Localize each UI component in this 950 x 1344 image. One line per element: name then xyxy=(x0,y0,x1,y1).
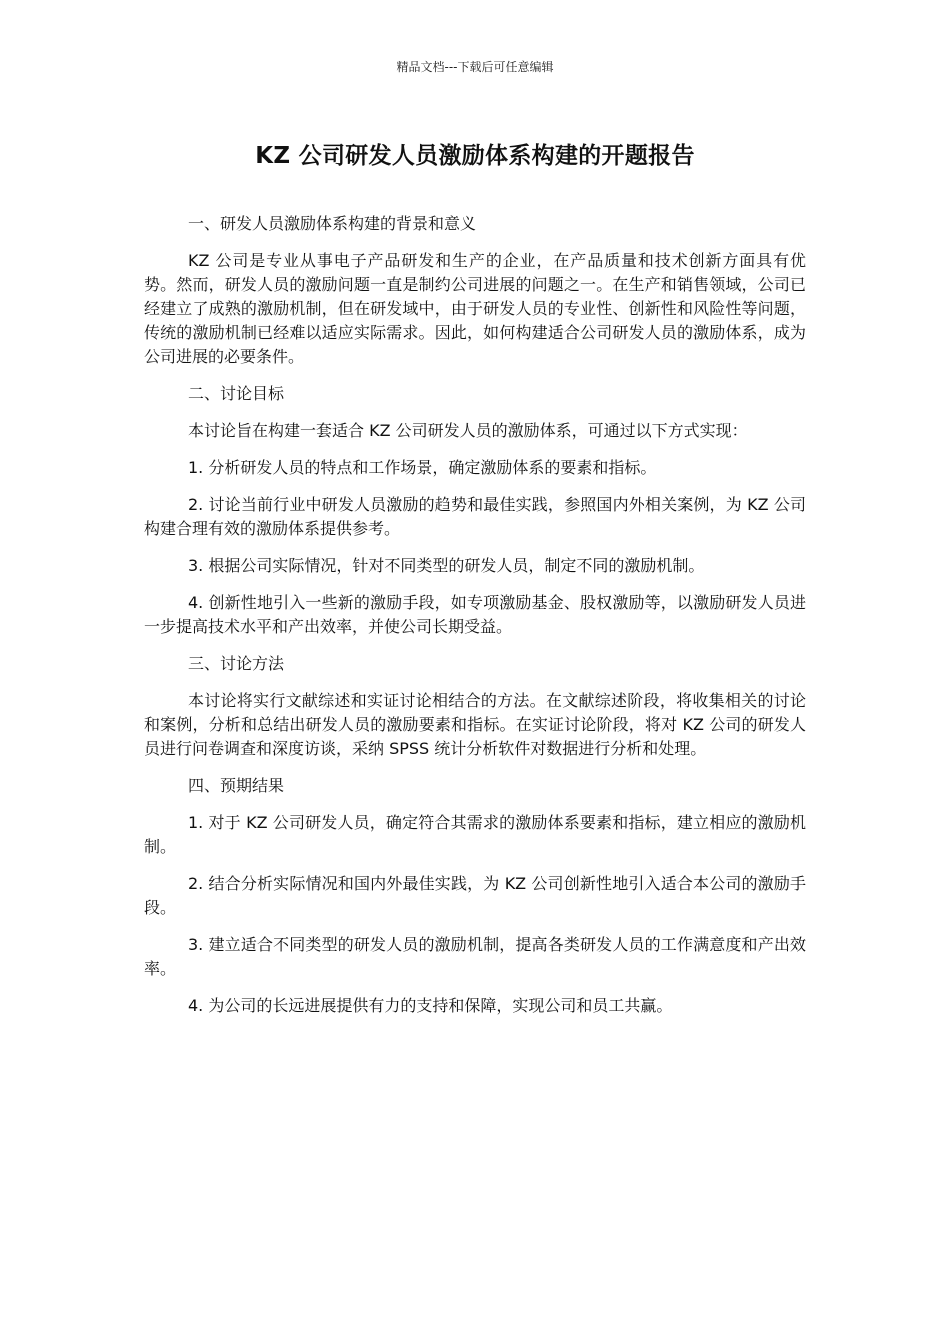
paragraph-background: KZ 公司是专业从事电子产品研发和生产的企业，在产品质量和技术创新方面具有优势。然而，研发人员的激励问题一直是制约公司进展的问题之一。在生产和销售领域，公司已经建立了成熟的激励机制，但在研发域中，由于研发人员的专业性、创新性和风险性等问题，传统的激励机制已经难以适应实际需求。因此，如何构建适合公司研发人员的激励体系，成为公司进展的必要条件。 xyxy=(144,251,806,366)
paragraph-methods: 本讨论将实行文献综述和实证讨论相结合的方法。在文献综述阶段，将收集相关的讨论和案例，分析和总结出研发人员的激励要素和指标。在实证讨论阶段，将对 KZ 公司的研发人员进行问卷调查和深度访谈，采纳 SPSS 统计分析软件对数据进行分析和处理。 xyxy=(144,691,806,758)
objective-item-1: 1. 分析研发人员的特点和工作场景，确定激励体系的要素和指标。 xyxy=(188,458,657,477)
section-heading-methods: 三、讨论方法 xyxy=(188,654,285,673)
objective-item-2: 2. 讨论当前行业中研发人员激励的趋势和最佳实践，参照国内外相关案例，为 KZ 公司构建合理有效的激励体系提供参考。 xyxy=(144,495,806,538)
paragraph-objectives-intro: 本讨论旨在构建一套适合 KZ 公司研发人员的激励体系，可通过以下方式实现： xyxy=(188,421,748,440)
result-item-4: 4. 为公司的长远进展提供有力的支持和保障，实现公司和员工共赢。 xyxy=(188,996,673,1015)
section-heading-objectives: 二、讨论目标 xyxy=(188,384,285,403)
document-body xyxy=(144,212,806,1031)
objective-item-4: 4. 创新性地引入一些新的激励手段，如专项激励基金、股权激励等，以激励研发人员进一步提高技术水平和产出效率，并使公司长期受益。 xyxy=(144,593,806,636)
header-note: 精品文档---下载后可任意编辑 xyxy=(396,60,554,74)
objective-item-3: 3. 根据公司实际情况，针对不同类型的研发人员，制定不同的激励机制。 xyxy=(188,556,705,575)
section-heading-background: 一、研发人员激励体系构建的背景和意义 xyxy=(188,214,477,233)
result-item-3: 3. 建立适合不同类型的研发人员的激励机制，提高各类研发人员的工作满意度和产出效率。 xyxy=(144,935,806,978)
result-item-2: 2. 结合分析实际情况和国内外最佳实践，为 KZ 公司创新性地引入适合本公司的激励手段。 xyxy=(144,874,806,917)
document-title: KZ 公司研发人员激励体系构建的开题报告 xyxy=(255,143,695,169)
result-item-1: 1. 对于 KZ 公司研发人员，确定符合其需求的激励体系要素和指标，建立相应的激励机制。 xyxy=(144,813,806,856)
section-heading-expected-results: 四、预期结果 xyxy=(188,776,285,795)
